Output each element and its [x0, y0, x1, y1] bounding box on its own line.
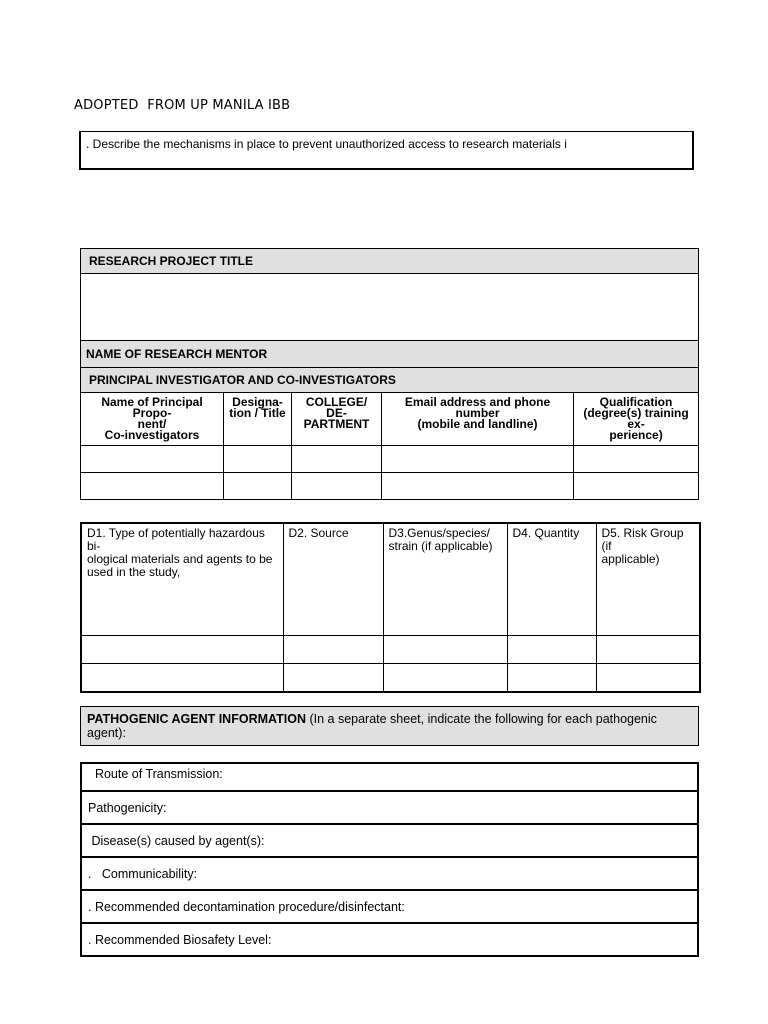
table-row — [81, 446, 699, 473]
col-header-name: Name of Principal Propo- nent/ Co-investigators — [81, 393, 224, 446]
col-header-designation: Designa- tion / Title — [224, 393, 292, 446]
col-header-genus: D3.Genus/species/ strain (if applicable) — [383, 523, 507, 636]
pathogenic-agent-list — [80, 762, 699, 957]
col-header-email: Email address and phone number (mobile and landline) — [382, 393, 574, 446]
disease-caused-field[interactable]: Disease(s) caused by agent(s): — [81, 824, 698, 857]
project-title-field[interactable] — [81, 274, 699, 341]
col-header-college: COLLEGE/ DE- PARTMENT — [292, 393, 382, 446]
pathogenic-title: PATHOGENIC AGENT INFORMATION — [87, 712, 306, 726]
decontamination-field[interactable]: . Recommended decontamination procedure/disinfectant: — [81, 890, 698, 923]
mentor-label: NAME OF RESEARCH MENTOR — [81, 341, 699, 368]
pathogenic-agent-header — [80, 706, 699, 746]
email-cell[interactable] — [382, 473, 574, 500]
investigators-label: PRINCIPAL INVESTIGATOR AND CO-INVESTIGATORS — [81, 368, 699, 393]
biosafety-level-field[interactable]: . Recommended Biosafety Level: — [81, 923, 698, 956]
project-title-label: RESEARCH PROJECT TITLE — [81, 249, 699, 274]
col-header-risk-group: D5. Risk Group (if applicable) — [596, 523, 700, 636]
designation-cell[interactable] — [224, 446, 292, 473]
type-cell[interactable] — [81, 636, 283, 664]
name-cell[interactable] — [81, 473, 224, 500]
table-row — [81, 636, 700, 664]
email-cell[interactable] — [382, 446, 574, 473]
communicability-field[interactable]: . Communicability: — [81, 857, 698, 890]
college-cell[interactable] — [292, 473, 382, 500]
type-cell[interactable] — [81, 664, 283, 693]
table-row — [81, 473, 699, 500]
designation-cell[interactable] — [224, 473, 292, 500]
genus-cell[interactable] — [383, 636, 507, 664]
quantity-cell[interactable] — [507, 664, 596, 693]
col-header-quantity: D4. Quantity — [507, 523, 596, 636]
hazardous-materials-table — [80, 522, 701, 693]
col-header-source: D2. Source — [283, 523, 383, 636]
source-cell[interactable] — [283, 664, 383, 693]
pathogenicity-field[interactable]: Pathogenicity: — [81, 791, 698, 824]
research-project-table — [80, 248, 699, 500]
table-row — [81, 664, 700, 693]
source-cell[interactable] — [283, 636, 383, 664]
route-of-transmission-field[interactable]: Route of Transmission: — [81, 763, 698, 791]
quantity-cell[interactable] — [507, 636, 596, 664]
document-header: ADOPTED FROM UP MANILA IBB — [74, 98, 291, 113]
access-mechanism-box[interactable] — [79, 131, 694, 170]
genus-cell[interactable] — [383, 664, 507, 693]
risk-group-cell[interactable] — [596, 664, 700, 693]
pathogenic-instructions: (In a separate sheet, indicate the following for each pathogenic agent): — [87, 712, 657, 740]
col-header-type: D1. Type of potentially hazardous bi- ological materials and agents to be used in the study, — [81, 523, 283, 636]
college-cell[interactable] — [292, 446, 382, 473]
risk-group-cell[interactable] — [596, 636, 700, 664]
qualification-cell[interactable] — [574, 473, 699, 500]
access-mechanism-prompt: . Describe the mechanisms in place to prevent unauthorized access to research materials i — [86, 137, 567, 151]
name-cell[interactable] — [81, 446, 224, 473]
col-header-qualification: Qualification (degree(s) training ex- perience) — [574, 393, 699, 446]
qualification-cell[interactable] — [574, 446, 699, 473]
